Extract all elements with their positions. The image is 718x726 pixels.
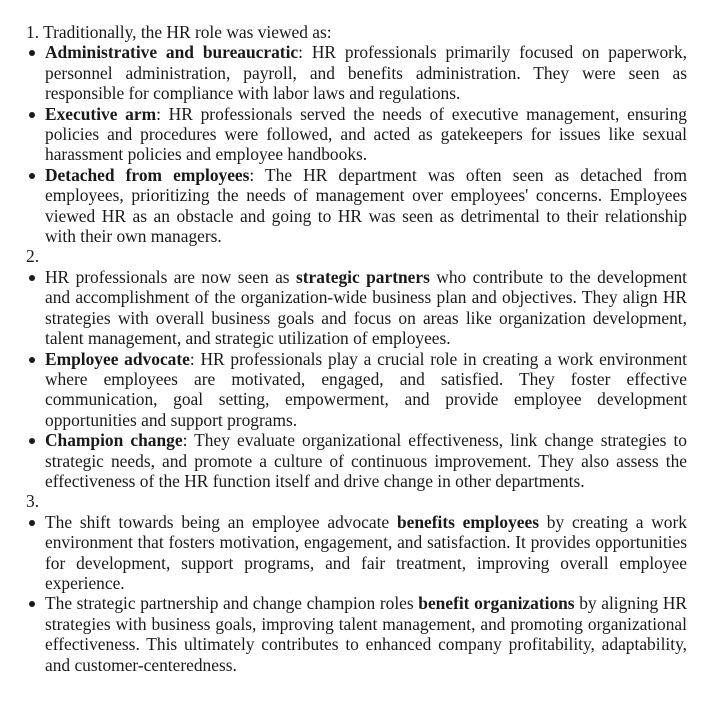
- section-number: 1.: [26, 22, 40, 42]
- item-bold-term: Employee advocate: [45, 348, 190, 369]
- item-bold-term: strategic partners: [295, 266, 430, 287]
- section-heading: Traditionally, the HR role was viewed as:: [43, 22, 332, 42]
- section-number: 2.: [26, 246, 40, 267]
- item-bold-term: Executive arm: [45, 103, 157, 124]
- item-bold-term: Administrative and bureaucratic: [45, 42, 299, 63]
- item-text-after: : HR professionals served the needs of executive management, ensuring policies and procedures were followed, and acted as gatekeepers for issues like sexual harassment policies and employee handbooks.: [45, 103, 687, 165]
- list-item: [45, 165, 687, 247]
- item-text-before: The strategic partnership and change champion roles: [45, 593, 419, 614]
- bullet-list: [26, 512, 687, 675]
- item-bold-term: Champion change: [45, 430, 183, 451]
- section-number-heading: [26, 22, 687, 42]
- list-item: [45, 349, 687, 431]
- section-2: [26, 246, 687, 491]
- list-item: [45, 42, 687, 103]
- bullet-list: [26, 267, 687, 491]
- item-bold-term: Detached from employees: [45, 164, 250, 185]
- list-item: [45, 593, 687, 675]
- item-text-after: : HR professionals primarily focused on paperwork, personnel administration, payroll, and benefits administration. They were seen as responsible for compliance with labor laws and regulations.: [45, 42, 688, 104]
- item-text-before: HR professionals are now seen as: [45, 266, 296, 287]
- list-item: [45, 104, 687, 165]
- list-item: [45, 267, 687, 349]
- section-3: [26, 491, 687, 675]
- item-text-after: : HR professionals play a crucial role in creating a work environment where employees are motivated, engaged, and satisfied. They foster effective communication, goal setting, empowerment, and provide employee development opportunities and support programs.: [45, 348, 687, 430]
- item-text-before: The shift towards being an employee advocate: [45, 511, 397, 532]
- item-text-after: who contribute to the development and accomplishment of the organization-wide business plan and objectives. They align HR strategies with overall business goals and focus on areas like organization development, talent management, and strategic utilization of employees.: [45, 266, 687, 349]
- bullet-list: [26, 42, 687, 246]
- item-bold-term: benefit organizations: [418, 593, 575, 614]
- section-number-heading: [26, 491, 687, 511]
- section-1: [26, 22, 687, 246]
- item-text-after: by aligning HR strategies with business goals, improving talent management, and promoting organizational effectiveness. This ultimately contributes to enhanced company profitability, adaptability, and customer-centeredness.: [45, 593, 688, 675]
- list-item: [45, 430, 687, 491]
- item-text-after: : The HR department was often seen as detached from employees, prioritizing the needs of management over employees' concerns. Employees viewed HR as an obstacle and going to HR was seen as detrimental to their relationship with their own managers.: [45, 164, 687, 247]
- section-number: 3.: [26, 491, 40, 512]
- item-text-after: : They evaluate organizational effectiveness, link change strategies to strategic needs, and promote a culture of continuous improvement. They also assess the effectiveness of the HR function itself and drive change in other departments.: [45, 430, 687, 491]
- item-bold-term: benefits employees: [396, 511, 539, 532]
- list-item: [45, 512, 687, 594]
- section-number-heading: [26, 246, 687, 266]
- item-text-after: by creating a work environment that fosters motivation, engagement, and satisfaction. It provides opportunities for development, support programs, and fair treatment, improving overall employee experience.: [45, 511, 687, 593]
